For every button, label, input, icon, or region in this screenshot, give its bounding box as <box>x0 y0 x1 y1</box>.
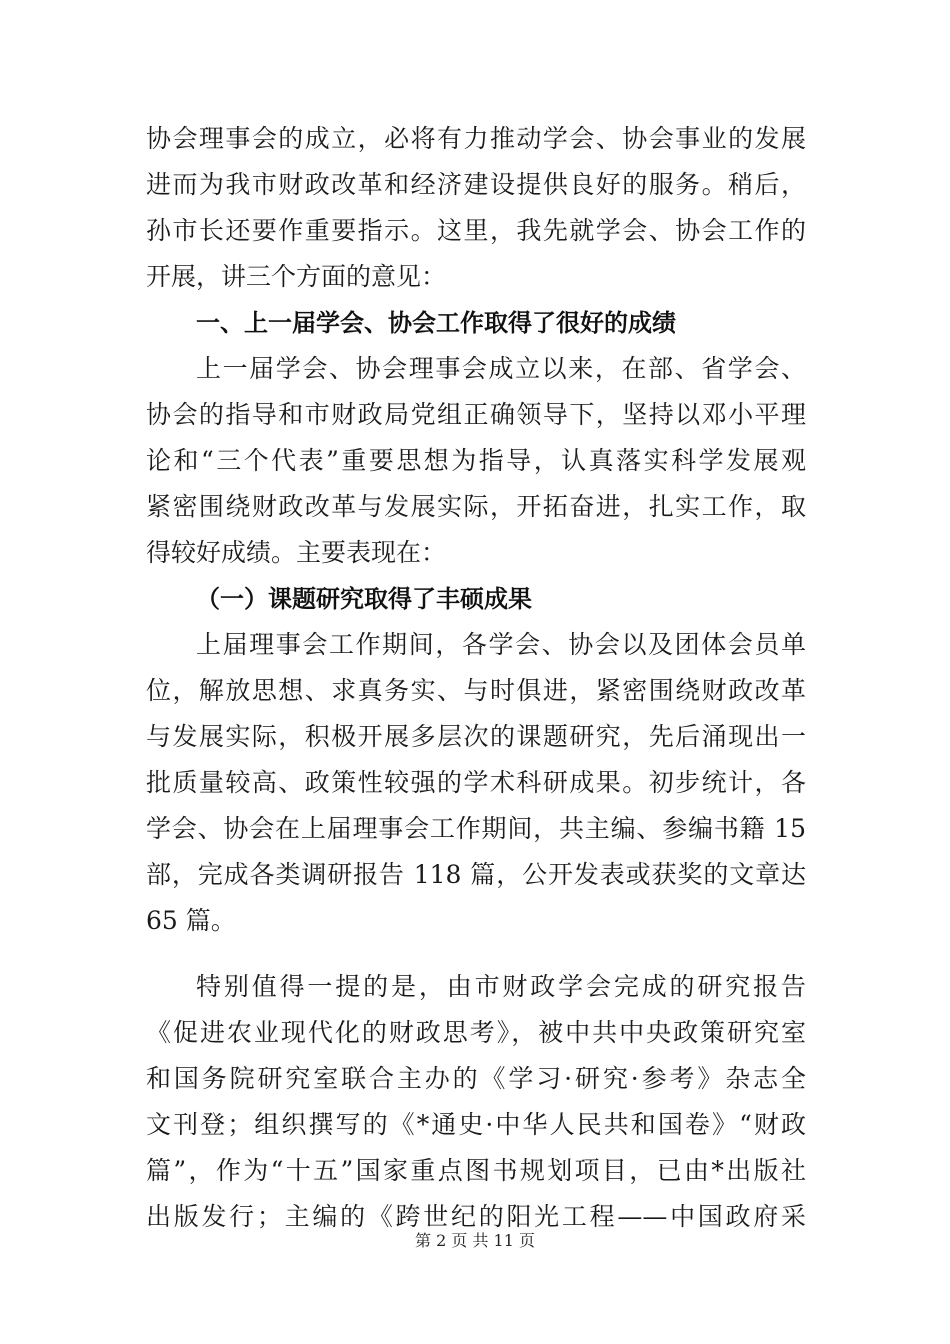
document-body <box>146 116 806 1240</box>
text-line: 和国务院研究室联合主办的《学习·研究·参考》杂志全 <box>146 1064 806 1093</box>
text-line: 《促进农业现代化的财政思考》，被中共中央政策研究室 <box>146 1018 806 1047</box>
subsection-heading-1: （一）课题研究取得了丰硕成果 <box>196 585 532 613</box>
text-line: 部，完成各类调研报告 118 篇，公开发表或获奖的文章达 <box>146 860 806 889</box>
text-line: 孙市长还要作重要指示。这里，我先就学会、协会工作的 <box>146 216 806 245</box>
page-number-footer: 第 2 页 共 11 页 <box>415 1231 535 1250</box>
text-line: 论和“三个代表”重要思想为指导，认真落实科学发展观 <box>146 446 806 475</box>
paragraph-1 <box>146 116 806 300</box>
paragraph-2 <box>146 346 806 576</box>
text-line: 批质量较高、政策性较强的学术科研成果。初步统计，各 <box>146 768 806 797</box>
text-line: 进而为我市财政改革和经济建设提供良好的服务。稍后， <box>146 170 806 199</box>
text-line: 学会、协会在上届理事会工作期间，共主编、参编书籍 15 <box>146 814 806 843</box>
text-line: 与发展实际，积极开展多层次的课题研究，先后涌现出一 <box>146 722 806 751</box>
text-line: 得较好成绩。主要表现在： <box>146 538 447 567</box>
section-heading-1: 一、上一届学会、协会工作取得了很好的成绩 <box>196 309 676 337</box>
text-line: 文刊登；组织撰写的《*通史·中华人民共和国卷》“财政 <box>146 1110 806 1139</box>
text-line: 协会的指导和市财政局党组正确领导下，坚持以邓小平理 <box>146 400 806 429</box>
text-line: 篇”，作为“十五”国家重点图书规划项目，已由*出版社 <box>146 1156 806 1185</box>
paragraph-3 <box>146 622 806 944</box>
paragraph-4 <box>146 964 806 1240</box>
text-line: 上一届学会、协会理事会成立以来，在部、省学会、 <box>196 354 806 383</box>
text-line: 特别值得一提的是，由市财政学会完成的研究报告 <box>196 972 806 1001</box>
text-line: 开展，讲三个方面的意见： <box>146 262 447 291</box>
text-line: 位，解放思想、求真务实、与时俱进，紧密围绕财政改革 <box>146 676 806 705</box>
text-line: 上届理事会工作期间，各学会、协会以及团体会员单 <box>196 630 806 659</box>
text-line: 协会理事会的成立，必将有力推动学会、协会事业的发展 <box>146 124 806 153</box>
text-line: 出版发行；主编的《跨世纪的阳光工程——中国政府采 <box>146 1202 806 1231</box>
paragraph-gap <box>146 944 806 964</box>
text-line: 65 篇。 <box>146 906 236 935</box>
text-line: 紧密围绕财政改革与发展实际，开拓奋进，扎实工作，取 <box>146 492 806 521</box>
